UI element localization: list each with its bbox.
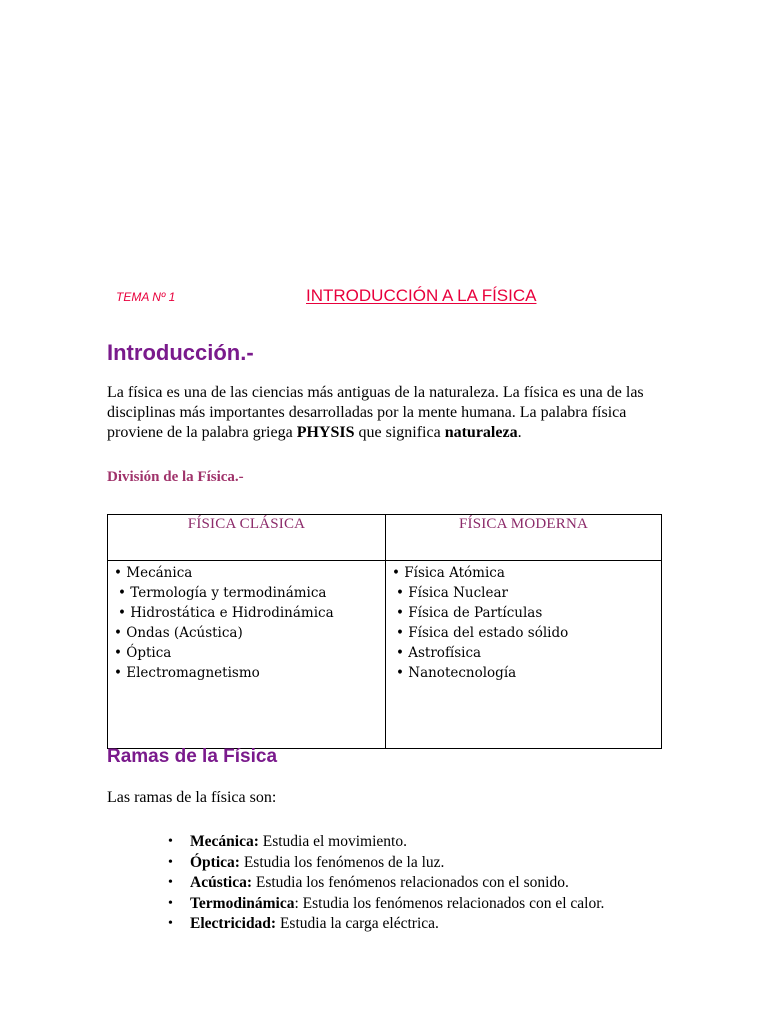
list-item [0,832,604,853]
branch-description: Estudia los fenómenos relacionados con el sonido. [252,874,569,891]
modern-physics-cell [386,561,662,749]
branch-term: Acústica: [190,874,252,891]
modern-physics-list [386,563,661,683]
list-item: • Física Nuclear [396,585,508,601]
list-item: • Termología y termodinámica [118,585,327,601]
classical-physics-list [108,563,385,683]
branch-description: Estudia la carga eléctrica. [276,915,439,932]
document-title: INTRODUCCIÓN A LA FÍSICA [306,286,537,305]
list-item: • Ondas (Acústica) [114,625,243,641]
branches-heading: Ramas de la Física [107,746,278,767]
list-item: • Óptica [114,645,172,661]
list-item: • Física del estado sólido [396,625,569,641]
intro-text-1: La física es una de las ciencias más antiguas de la naturaleza. La física es una de las disciplinas más importantes desarrolladas por la mente humana. La palabra física proviene de la palabra griega [107,384,644,441]
branch-term: Termodinámica [190,894,295,912]
list-item [0,873,604,894]
bullet-icon: • [168,916,173,931]
branch-term: Electricidad: [190,915,277,932]
list-item: • Nanotecnología [396,665,517,681]
branch-description: Estudia los fenómenos de la luz. [239,853,445,871]
intro-text-2: que significa [354,424,445,441]
division-table [107,514,662,749]
intro-text-3: . [517,424,522,441]
column-header-classical: FÍSICA CLÁSICA [108,515,386,561]
branches-list [0,832,604,935]
intro-paragraph [107,383,667,443]
bullet-icon: • [168,854,173,870]
list-item [0,894,604,915]
intro-keyword-physis: PHYSIS [296,424,355,441]
list-item: • Mecánica [114,565,193,581]
division-heading: División de la Física.- [107,469,244,485]
bullet-icon: • [168,875,173,890]
list-item: • Física Atómica [392,565,505,581]
list-item [0,853,604,874]
division-table-body-row [108,561,662,749]
classical-physics-cell [108,561,386,749]
branch-term: Óptica: [190,853,240,871]
list-item: • Física de Partículas [396,605,543,621]
division-table-header-row [108,515,662,561]
branch-description: : Estudia los fenómenos relacionados con el calor. [294,894,605,912]
bullet-icon: • [168,834,173,849]
branch-term: Mecánica: [190,833,259,850]
list-item [0,914,604,935]
topic-number: TEMA Nº 1 [116,290,176,304]
list-item: • Electromagnetismo [114,665,260,681]
list-item: • Hidrostática e Hidrodinámica [118,605,334,621]
branch-description: Estudia el movimiento. [258,833,407,850]
column-header-modern: FÍSICA MODERNA [386,515,662,561]
bullet-icon: • [168,895,173,911]
intro-keyword-naturaleza: naturaleza [444,424,518,441]
intro-heading: Introducción.- [107,340,254,365]
list-item: • Astrofísica [396,645,482,661]
branches-intro: Las ramas de la física son: [107,789,277,806]
